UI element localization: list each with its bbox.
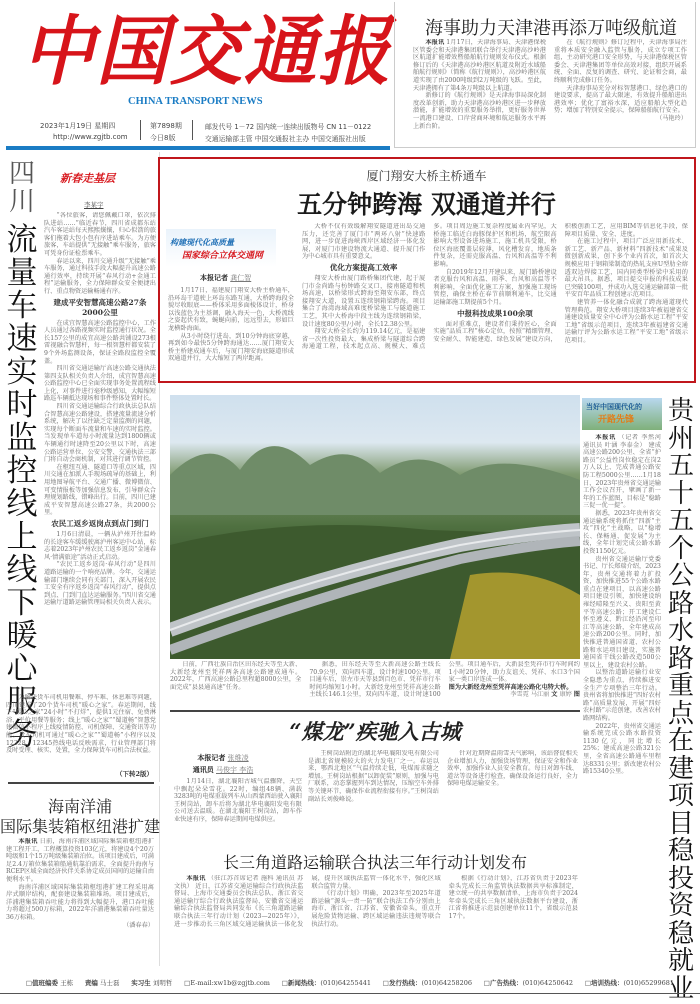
- left-column: [0, 152, 160, 782]
- headline: 五分钟跨海 双通道并行: [297, 190, 556, 219]
- issue-date: 2023年1月19日 星期四: [40, 122, 116, 130]
- photo-caption: 图为大新经龙州至凭祥高速公路化屯特大桥。: [448, 683, 573, 691]
- text: 广告热线：: [489, 979, 523, 987]
- text: 值班编委: [32, 979, 59, 987]
- text: 图: [573, 691, 580, 699]
- text: 李雪霓 马江丽: [510, 691, 550, 699]
- coal-byline: [178, 752, 268, 776]
- text: 在《航行规则》修订过程中，天津海事局注重将本质安全融入监管与服务，成立专项工作组，主动研究港口安全形势，与天津港保税区管委会、天津港集团等单位高效对接，组织开展系统、全面、反复的调查、研究、论证和会商，最终顺利完成修订任务。: [554, 39, 687, 84]
- text: (010)64258206: [421, 979, 472, 987]
- body-cols: [302, 223, 688, 379]
- text: 针对近期降温雨雪天气影响，该站督促相关企业增加人力，加强货场管理，保证安全和作业效率，加强作业人员安全教育。每日对卸车线、道岔等设备进行检查，确保设备运行良好，全力保障电煤运输安全。: [447, 750, 578, 788]
- text: 春运以来，四川交通升级“无接触”乘车服务，通过科技手段大幅提升高速公路通行效率，持续开展“春风行动+金通工程”运输服务，全力保障群众安全便捷出行、重点物资运输畅通有序。: [44, 257, 156, 295]
- text: 为解决货车司机用餐难、停车难、休息难等问题，四川建成了20个货车司机“暖心之家”。春运期间，线下“暖心之家”24小时“不打烊”，提供1元住宿、免费淋浴、平价用餐等服务；线上“暖心之家”“蜀道畅”智慧党建微信小程序上线疫情防控、司机保障、交通资讯等功能。货车司机可通过“暖心之家”“蜀道畅”小程序以及12328、12345热线电话反映需求，行业管理部门将及时受理、核实、处置，全力保障货车司机合法权益。: [6, 694, 156, 755]
- text: 从3小时绕行进岛，到10分钟海底穿越，再到如今最快5分钟跨海通达……厦门翔安大桥主桥建成通车后，与厦门翔安海底隧道形成双通道并行，大大缩短了两岸距离。: [168, 332, 294, 363]
- text: 刘明哲: [152, 979, 173, 987]
- footer-item: □广告热线：(010)64250642: [483, 979, 574, 987]
- text: 大桥不仅有效缓解翔安隧道进出岛交通压力，还完善了厦门市“两环八射”快速路网，进一步促进海峡西岸区域经济一体化发展，对厦门市建设物流大通道、提升厦门作为中心城市具有重要意义。: [302, 223, 426, 261]
- text: 本报讯: [425, 39, 445, 46]
- text: 建管养一体化融合成就了跨海通道现代管理典范。翔安大桥项目连续3年被福建省交通建设质量安全中心评为公路水运工程“平安工地”省级示范项目，连续3年被福建省交通运输厅评为公路水运工程“平安工地”省级示范项目。: [564, 298, 688, 344]
- article-body: [44, 212, 156, 692]
- coal-body: [308, 750, 578, 838]
- divider: [170, 710, 580, 712]
- text: 责编: [84, 979, 98, 987]
- text: 王栋: [60, 979, 74, 987]
- byline: （马艳玲）: [656, 114, 687, 122]
- photo-caption-body: [170, 661, 580, 709]
- headline: 海事助力天津港再添万吨级航道: [425, 18, 677, 39]
- footer-email[interactable]: □E-mail:xw1b@zgjtb.com: [184, 978, 270, 987]
- article-body-wide: [6, 694, 156, 768]
- text: 1月17日，天津海事局、天津港保税区管委会和天津港集团联合举行天津港高沙岭港区航道扩能增效暨船舶航行规则发布仪式。根据修订后的《天津港高沙岭港区航道及附近水域船舶航行规则》（简称《航行规则》），高沙岭港区航道实现了由2000吨级到2万吨级的飞跃。至此，天津港拥有了第4条万吨级以上航道。: [413, 39, 547, 92]
- footer-item: [85, 978, 120, 987]
- highway-photo: [170, 395, 580, 659]
- text: 1月17日，福建厦门翔安大桥主桥通车，沿环岛干道驶上环岛东路互通，大桥跨海段全貌尽收眼底——桥体采用多面棱体设计，桥身以浅蓝色为主基调，融入海天一色，大桥流线之姿起伏有致，蜿蜒向前，远远望去，形如巨龙横卧海面。: [168, 287, 294, 332]
- yrd-body: [174, 875, 578, 967]
- guizhou-banner: [582, 398, 662, 430]
- postal-code: 邮发代号 1－72 国内统一连续出版物号 CN 11－0122: [205, 123, 372, 131]
- text: 中报科技成果100余项: [457, 308, 533, 318]
- text: 自2019年12月开建以来，厦门路桥建设者克服台风和高温、雨季、台风和高温等不利影响，全面优化施工方案，加强施工现场管控，确保主桥在春节前顺利通车，比交通运输部施工期提前5个月。: [433, 268, 557, 306]
- text: 康婷: [559, 691, 572, 699]
- text: 翔安大桥由厦门路桥集团代建，起于厦门市金尚路与枋钟路交叉口，接南隧道和机场高速，以桥梁形式跨海至翔安东部，终点接翔安大道，设置五连续钢箱梁跨海。项目集合了海湾海域高难度桥梁施工与隧道施工工艺，其中大桥海中段主线为连续钢箱梁，设计速度80公里/小时，全长12.38公里。: [302, 274, 426, 328]
- article-body: [6, 838, 154, 962]
- footer: [0, 972, 700, 994]
- text: 马士磊: [100, 979, 120, 987]
- text: 四川省交通运输厅高速公路交通执法第四支队相关负责人介绍，成宜智慧高速公路监控中心已全面实现事务处置流程线上化，对事件进行毫秒级感知，大幅缩短路巡车辆抵达现场和事件整体处置时长。: [44, 365, 156, 403]
- text: (010)64250642: [522, 979, 574, 987]
- footer-item: □发行热线：(010)64258206: [382, 979, 472, 987]
- series-banner: [166, 229, 276, 267]
- text: 本报讯: [18, 838, 38, 845]
- text: 在施工过程中，项目广泛应用新技术、新工艺、新产品、新材料“四新技术”成果及微创新成果，创下多个业内首次，如首次大规模应用于钢箱梁制造的热轧支座U型肋全熔透双边焊接工艺，国内同类型桥梁中采用的最大吊具。据悉，项目提交申报的科技成果已突破100项，并成功入选交通运输部第一批平安百年品质工程创建示范项目。: [564, 238, 688, 299]
- author: 李某宇: [84, 201, 104, 209]
- yrd-headline: 长三角道路运输联合执法三年行动计划发布: [222, 853, 527, 872]
- text: 2022年，贵州省交通运输系统完成公路水路投资1130亿元，同比增长25%；建成高速公路321公里，全省高速公路通车里程达8331公里；新改建农村公路15340公里。: [583, 722, 661, 776]
- issue-number: 第7898期: [150, 122, 182, 130]
- text: 日前，广西壮族自治区田东经天等至大新、大新经龙州至凭祥两条高速公路建成通车。2022年，广西高速公路总里程超8000公里，全面完成“县县通高速”任务。: [170, 661, 302, 691]
- top-right-article: [394, 2, 696, 148]
- divider: [192, 120, 193, 140]
- text: 优化方案提高工效率: [329, 262, 398, 272]
- article-body: [413, 39, 687, 145]
- divider: [140, 120, 141, 140]
- masthead: [0, 0, 392, 150]
- headline-line2: 国际集装箱枢纽港扩建: [0, 817, 161, 836]
- feature-article: [158, 157, 696, 383]
- page-count: 今日8版: [150, 134, 176, 142]
- divider: [8, 782, 154, 784]
- text: 开路先锋: [598, 415, 635, 425]
- text: 据悉，田东经天等至大新高速公路主线长70.9公里，双向四车道，设计时速100公里。项目通车后，崇左市天等县到百色市、凭祥市行车时间均缩短1小时。大新经龙州至凭祥高速公路主线长146.1公里，双向四车道，设计时速100公里。项目通车后，大新县至凭祥市行车时间约1小时20分钟，助力友谊关、凭祥、水口3个国家一类口岸连成一体。: [309, 661, 580, 699]
- newspaper-logo: 中国交通报: [22, 5, 393, 96]
- blue-rule: [6, 146, 390, 150]
- guizhou-body: [583, 434, 661, 964]
- text: (010)65299681: [623, 979, 675, 987]
- text: 建成平安智慧高速公路27条2000公里: [53, 297, 147, 317]
- text: 1月6日清晨，一辆从泸州开往温岭的长途客车缓缓驶离泸州客运中心站，标志着2023年泸州农民工返乡返岗“金通春风·情满旅途”活动正式启动。: [44, 530, 156, 561]
- text: （记者 李然河 通讯员 叶涵 李泰金）: [583, 434, 661, 449]
- text: 新修订的《航行规则》是天津海事局深化制度改革创新，助力天津港高沙岭港区进一步释放潜能，扩能增效的重要服务举措，更好服务世界一流港口建设、口岸营商环境和航运服务水平再上新台阶。: [413, 92, 546, 130]
- text: 农民工返乡返岗点到点门到门: [51, 518, 149, 528]
- continued-note: （下转2版）: [115, 770, 153, 778]
- text: 实习生: [131, 979, 151, 987]
- text: 日前，海南洋浦区域国际集装箱枢纽港扩建工程开工，工程概算投资103亿元，将建设4个20万吨级和1个15万吨级集装箱泊位。该项目建成后，可满足2.4万箱位集装箱船通航靠泊需求，全面提升海南与RCEP区域全面经济伙伴关系协定成员国间的运输自由便利水平。: [6, 838, 154, 883]
- footer-item: □培训热线：(010)65299681: [584, 979, 675, 987]
- text: 当好中国现代化的: [586, 402, 642, 411]
- text: 本报记者: [200, 273, 228, 282]
- text: 构建现代化高质量: [170, 237, 234, 247]
- text: 面对重难点，建设者们秉持匠心，全面实施“品质工程”核心定位，按照“精细管理、安全耐久、智能建造、绿色发展”建设方向，积极创新工艺，应用BIM等信息化手段，保障项目质量、安全、进度。: [433, 223, 688, 343]
- text: 本报记者: [197, 753, 226, 762]
- hainan-article: [0, 786, 160, 966]
- guizhou-vertical-headline: 贵州五十五个公路水路重点在建项目稳投资稳就业: [667, 396, 694, 1004]
- byline: [200, 273, 251, 283]
- coal-headline: “煤龙”疾驰入古城: [289, 719, 461, 744]
- text: 培训热线：: [590, 979, 624, 987]
- text: （潘春春）: [123, 921, 154, 929]
- headline-line1: 海南洋浦: [47, 797, 112, 816]
- text: （驻江苏首席记者 施科 通讯员 苏文执）: [174, 875, 304, 890]
- text: 四川省交通运输综合行政执法总队结合智慧高速公路建设，搭建流量流速分析系统，解决了以往缺乏定量监测的问题，实现每个断面车流量和车速的实时监控。当发现单车道每小时流量达到1800辆或车辆通行时速降至20公里以下时，高速公路运营单位、公安交警、交通执法三部门将自动会商机制，对其进行调节管控。: [44, 403, 156, 464]
- text: 近日，江苏省交通运输综合行政执法监督局、上海市交通委员会执法总队、浙江省交通运输厅综合行政执法监督局、安徽省交通运输综合执法监督局共同发布《长三角道路运输联合执法三年行动计划（2023—2025年）》，进一步推动长三角区域交通运输执法一体化发展，提升区域执法监管一体化水平，强化区域联合监管力量。: [174, 875, 441, 928]
- text: 通讯员: [192, 765, 214, 774]
- text: 发行热线：: [388, 979, 422, 987]
- photo-credit: [449, 691, 580, 699]
- text: 在成宜智慧高速公路监控中心，工作人员通过各路视频实时监控通行状况。全长157公里的成宜高速公路共铺设273根雷视融合智慧杆，每一根智慧杆都安装了9个外场监测设备，保证全路段监控全覆盖。: [44, 319, 156, 365]
- footer-item: □新闻热线：(010)64255441: [281, 979, 371, 987]
- text: 文: [551, 691, 558, 699]
- footer-item: □值班编委 王栋: [25, 979, 74, 987]
- text: 海南洋浦区域国际集装箱枢纽港扩建工程采用离岸式顺岸结构，配套建设集装箱堆场。项目建成后，洋浦港集装箱吞吐能力将得到大幅提升，港口吞吐能力将超过500万标箱，2022年洋浦港集装箱吞吐量达36万标箱。: [6, 883, 154, 921]
- text: 新春走基层: [60, 172, 115, 185]
- text: “各位旅客，请您佩戴口罩，依次排队进站……”临近春节，四川省成都东站汽车客运站每天熙熙攘攘，归心似箭的旅客们拖着大包小包有序进站乘车。为方便旅客，车站提供“无接触”乘车服务，旅客可凭身份证检票乘车。: [44, 212, 156, 257]
- text: 以整治道路运输行业安全隐患为重点，持续推进安全生产专项整治三年行动。贵州省将加快推进“四好农村路”高质量发展，开展“四好农村路”示范创建，改善农村路网结构。: [583, 669, 661, 722]
- text: “农民工返乡返岗·春风行动”是四川道路运输的一个响亮品牌。今年，交通运输部门继续会同有关部门，深入开展农民工安全有序返乡返岗“春风行动”，提供点到点、门到门直达运输服务。”四川省交通运输厅道路运输管理局相关负责人表示。: [44, 561, 156, 607]
- text: 新闻热线：: [287, 979, 321, 987]
- text: 本报讯: [595, 434, 616, 441]
- body-col1: [168, 287, 294, 379]
- text: 根据《行动计划》，江苏省负责于2023年牵头完成长三角监管执法数据共享标准制定，建立统一的共享数据清单，上海市负责于2024年牵头完成长三角区域执法数据平台建设，浙江省将推进示范县创建单位11个，省级示范县17个。: [448, 875, 578, 920]
- text: E-mail:: [190, 978, 214, 987]
- text: 建成高速公路200公里、全省“护路员”公益性岗位稳定在岗2万人以上、完成普通公路安防工程5000公里……1月18日，2023年贵州省交通运输工作会议召开，擘画了新一年的工作蓝图，目标是“稳路三促一优一提”。: [583, 441, 661, 510]
- text: 《行动计划》明确，2023年至2025年道路运输“源头一责一防”联合执法工作分别由上海市、浙江省、江苏省、安徽省牵头，重点开展危险货物运输、跨区域运输违法违规等联合执法行动。: [311, 890, 441, 928]
- text: 翔安大桥全长约为119.14亿元，是福建省一次性投资最大、集成桥梁与隧道综合跨海通道工程，技术起点高、规模大、难点多。项目周边施工复杂程度属业内罕见，大桥施工临近白海豚保护区和机场，航空限高影响大型设备进场施工，施工机具受限，桥位区海底覆盖层较薄，风化槽发育，地质条件复杂，还需克服高温、台风和高温等不利影响。: [302, 223, 557, 351]
- text: 王树岗站附近的湖北华电襄阳发电有限公司是湖北省规模较大的火力发电厂之一。春运以来，鄂西北地区“气温持续走低，电煤需求随之增加。王树岗站根据“以卸促装”原则，加强与电厂联系，动态掌握列车到达情况，压缩空车外排等关键环节，确保作业流程衔接有序。”王树岗站副站长刘俊峰说。: [308, 750, 439, 803]
- website-link[interactable]: http://www.zgjtb.com: [53, 133, 128, 141]
- vertical-headline: 流量车速实时监控 线上线下暖心服务: [6, 222, 38, 753]
- kicker: 厦门翔安大桥主桥通车: [366, 169, 487, 183]
- coal-body-col1: [174, 778, 302, 838]
- english-name: CHINA TRANSPORT NEWS: [128, 96, 263, 107]
- text: 1月14日，湖北襄阳古城气温骤降，天空中飘起朵朵雪花。22时，编组48辆、满载3283吨的电煤重载列车从山西蒙西站驶入襄阳王树岗站，卸车后将为湖北华电襄阳发电有限公司送去温暖。在湖北襄阳王树岗站，卸车作业快速有序，保障春运期间电煤供应。: [174, 778, 302, 823]
- text: 马俊宇 李浩: [216, 766, 254, 774]
- region-label: 四川: [8, 159, 35, 217]
- paragraph: [413, 39, 546, 92]
- footer-item: [131, 978, 172, 987]
- text: 贵州省交通运输厅党委书记、厅长郑瑞介绍，2023年，贵州交通将着力扩投资，加快推进55个公路水路重点在建项目，以高速公路项目建设引领，加快建设纳雍经晴隆至兴义、贵阳至黄平等高速公路；开工建设仁怀至遵义、黔江经沿河至印江等高速公路，全年建成高速公路200公里。同时，加快推进普通国省道、农村公路和水运项目建设，实施普通国省干线公路改造500公里以上，建设农村公路。: [583, 555, 661, 669]
- text: xw1b@zgjtb.com: [213, 978, 270, 987]
- sponsors: 交通运输部主管 中国交通报社主办 中国交通报社出版: [205, 135, 366, 143]
- text: 国家综合立体交通网: [182, 251, 264, 261]
- column-logo: [60, 170, 115, 186]
- text: 据悉，2023年贵州省交通运输系统将抓住“四新”主攻“四化”主战略，以“稳增长、保畅通、促发展”为主线，全年计划完成公路水路投资1150亿元。: [583, 509, 661, 555]
- text: 张维凌: [227, 754, 249, 762]
- text: (010)64255441: [320, 979, 371, 987]
- photo-scene: [170, 395, 580, 659]
- text: 天津海事局充分对标智慧港口、绿色港口的建设要求，提高了最大限速，有效提升船舶进出港效率；优化了富裕水深，适应船舶大型化趋势；增加了特别安全提示，保障船舶航行安全。: [554, 84, 687, 115]
- text: 龚仁智: [230, 274, 252, 282]
- text: 本报讯: [186, 875, 206, 882]
- text: 在枢纽互通、隧道口等重点区域，四川交通在加派人手现场疏导的基础上，利用地图导航平台、交通广播、微博微信、可变情报板等加强信息发布，引导群众合理规划路线，错峰出行。目前，四川已建成平安智慧高速公路27条，共2000公里。: [44, 463, 156, 517]
